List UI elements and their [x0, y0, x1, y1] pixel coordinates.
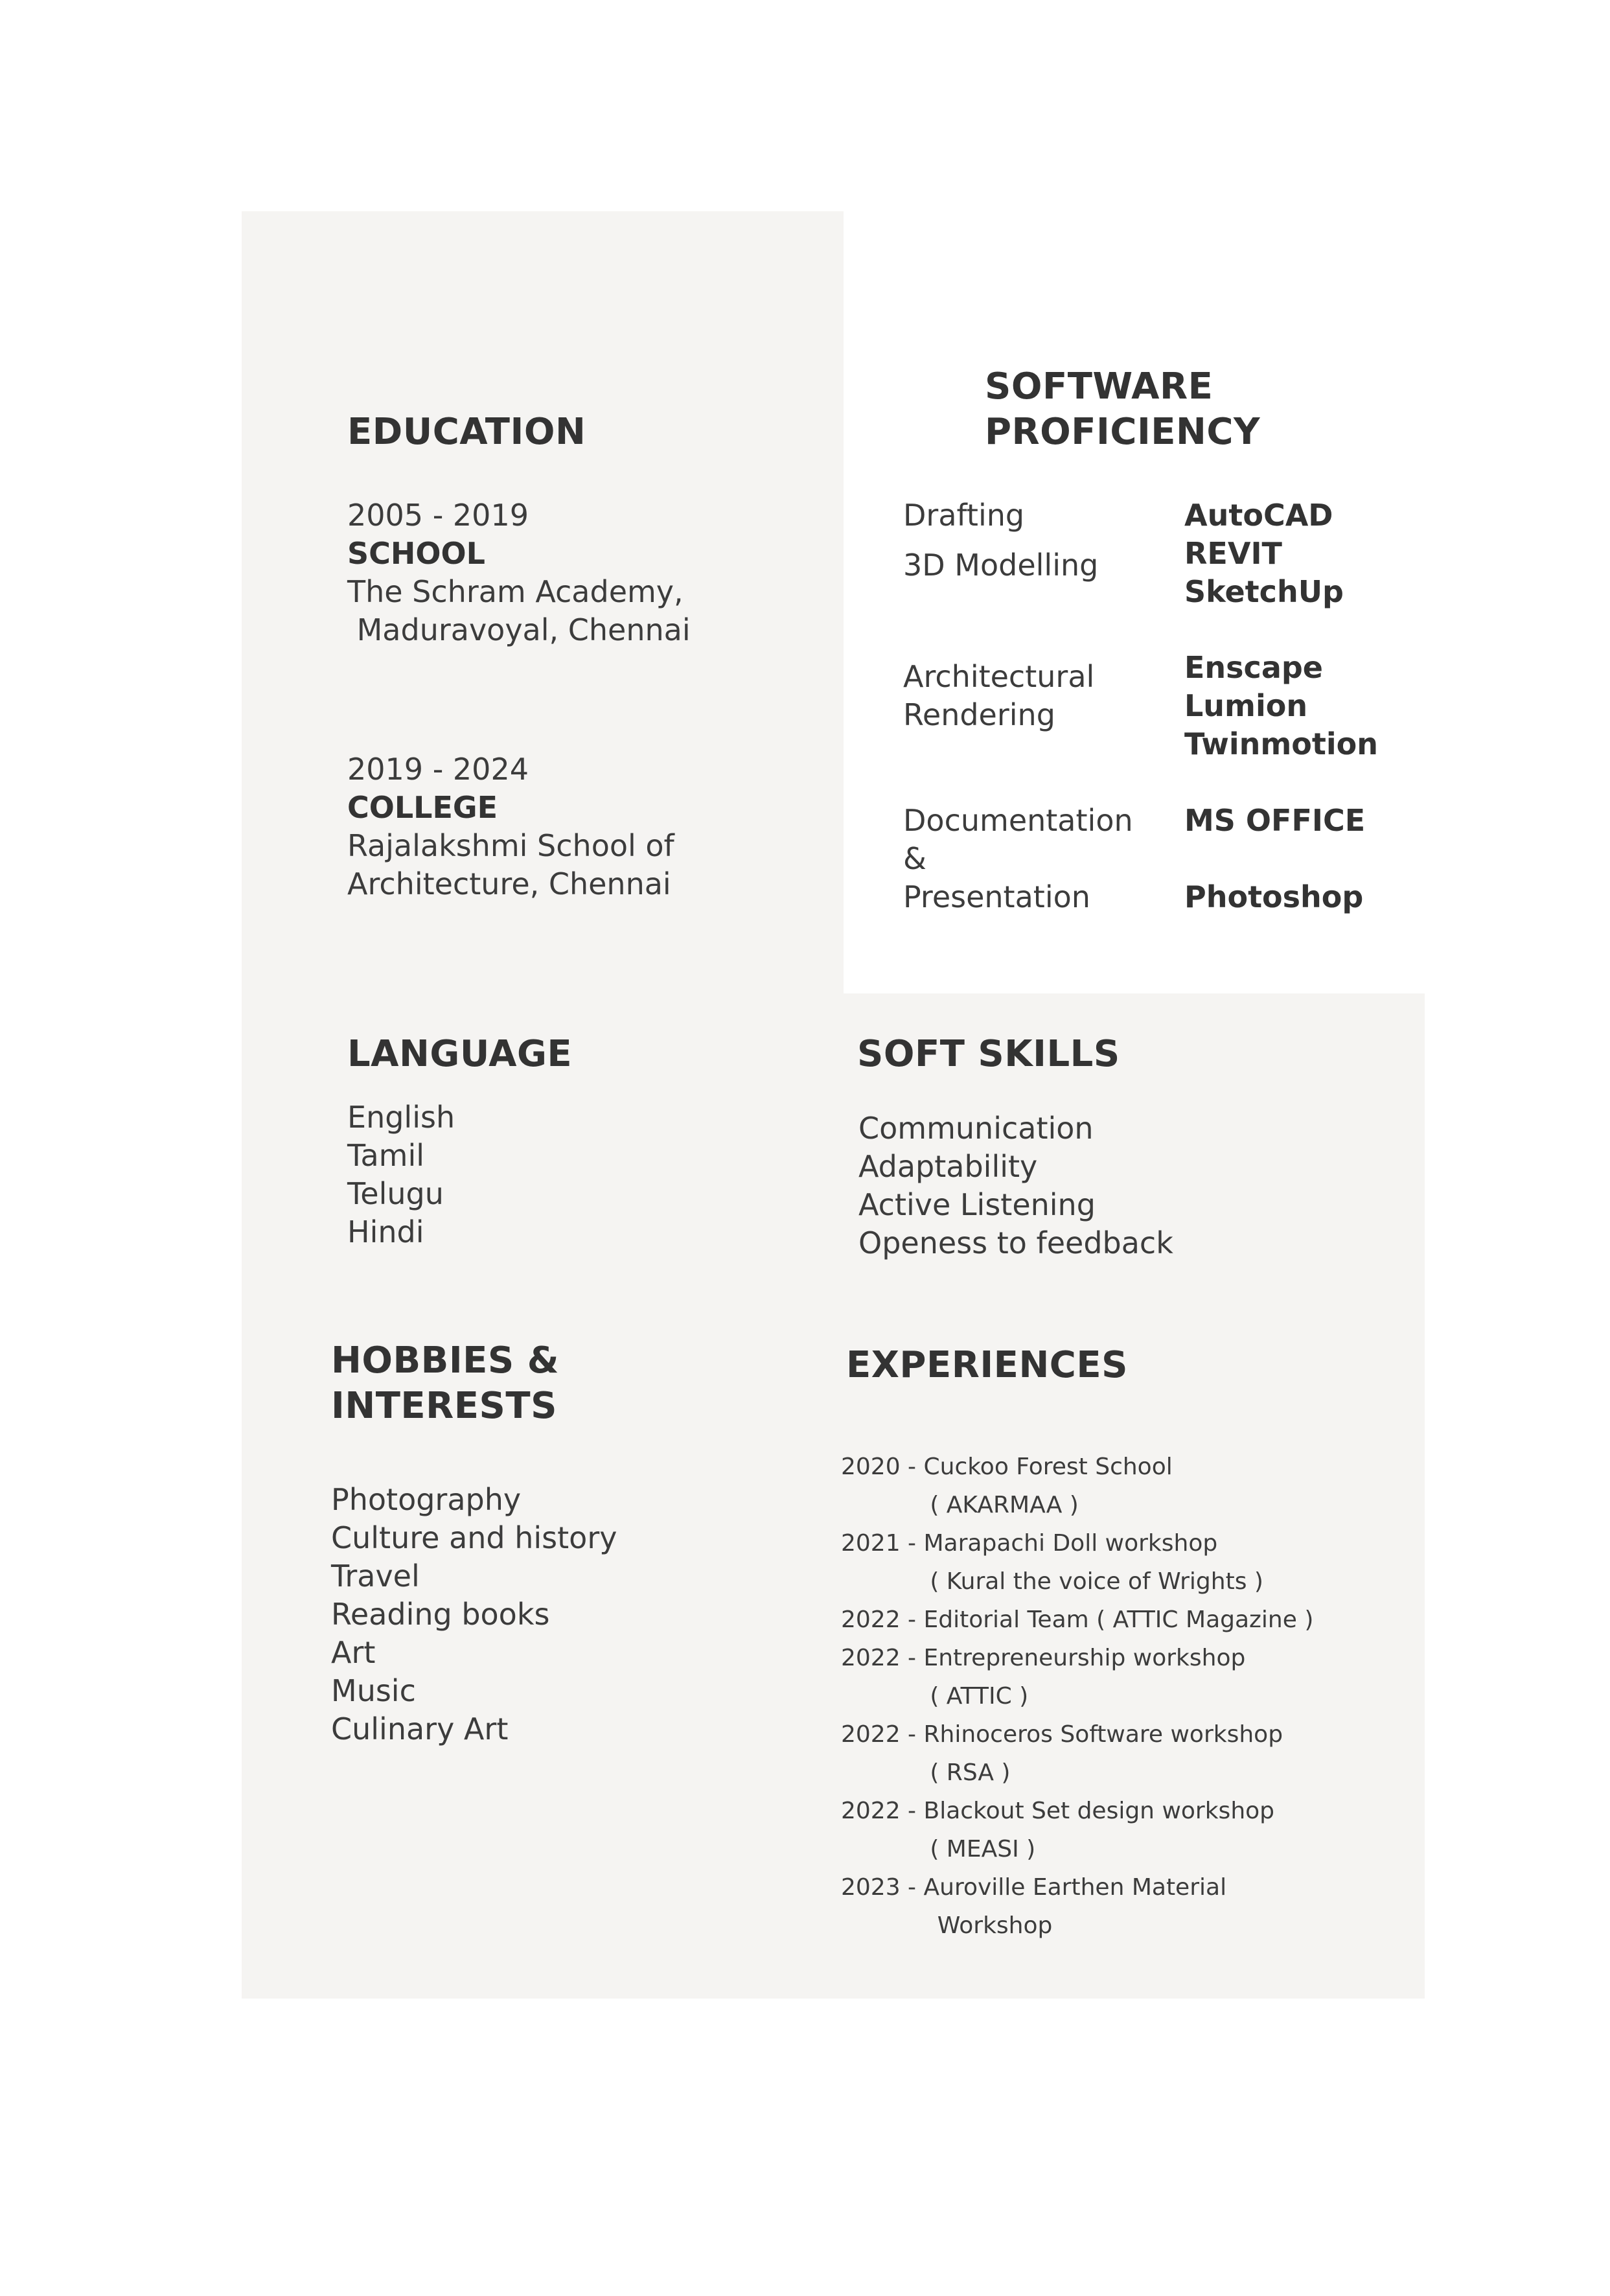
software-label-drafting: Drafting	[903, 498, 1025, 533]
software-proficiency-heading	[985, 364, 1260, 455]
experience-line: ( Kural the voice of Wrights )	[841, 1568, 1263, 1595]
software-tools-drafting-modelling	[1184, 496, 1344, 611]
hobby-item: Culinary Art	[331, 1711, 509, 1746]
hobbies-list	[331, 1481, 617, 1748]
hobbies-heading-line2: INTERESTS	[331, 1385, 557, 1427]
software-label-rendering	[903, 658, 1094, 734]
language-item: English	[347, 1100, 455, 1135]
documentation-label-line3: Presentation	[903, 879, 1090, 914]
experience-line: 2021 - Marapachi Doll workshop	[841, 1530, 1218, 1557]
soft-skill-item: Adaptability	[858, 1149, 1038, 1184]
soft-skill-item: Communication	[858, 1111, 1094, 1146]
software-label-documentation	[903, 802, 1133, 916]
software-tools-rendering	[1184, 649, 1378, 763]
experience-line: ( RSA )	[841, 1759, 1011, 1786]
experience-line: ( MEASI )	[841, 1836, 1036, 1862]
tool-revit: REVIT	[1184, 536, 1282, 571]
hobby-item: Music	[331, 1673, 416, 1708]
school-institution-line2: Maduravoyal, Chennai	[347, 612, 691, 647]
college-institution-line1: Rajalakshmi School of	[347, 828, 674, 863]
experience-line: 2023 - Auroville Earthen Material	[841, 1874, 1227, 1901]
experience-line: 2022 - Rhinoceros Software workshop	[841, 1721, 1283, 1748]
tool-autocad: AutoCAD	[1184, 498, 1333, 533]
rendering-label-line1: Architectural	[903, 659, 1095, 694]
hobby-item: Photography	[331, 1482, 522, 1517]
college-years: 2019 - 2024	[347, 752, 529, 787]
hobbies-heading	[331, 1338, 559, 1429]
experience-line: 2022 - Editorial Team ( ATTIC Magazine )	[841, 1606, 1314, 1633]
experience-line: 2022 - Entrepreneurship workshop	[841, 1645, 1246, 1671]
hobby-item: Reading books	[331, 1597, 550, 1632]
documentation-label-line2: &	[903, 841, 926, 876]
tool-lumion: Lumion	[1184, 688, 1308, 723]
experience-line: Workshop	[841, 1912, 1053, 1939]
hobby-item: Culture and history	[331, 1520, 617, 1555]
tool-msoffice: MS OFFICE	[1184, 803, 1366, 838]
experience-line: 2022 - Blackout Set design workshop	[841, 1798, 1275, 1824]
hobby-item: Art	[331, 1635, 376, 1670]
experience-line: 2020 - Cuckoo Forest School	[841, 1454, 1173, 1480]
school-years: 2005 - 2019	[347, 498, 529, 533]
software-heading-line2: PROFICIENCY	[985, 411, 1261, 453]
tool-sketchup: SketchUp	[1184, 574, 1344, 609]
language-item: Hindi	[347, 1214, 424, 1249]
hobby-item: Travel	[331, 1559, 420, 1594]
language-heading: LANGUAGE	[347, 1033, 573, 1075]
tool-photoshop: Photoshop	[1184, 879, 1364, 914]
school-level: SCHOOL	[347, 536, 485, 571]
hobbies-heading-line1: HOBBIES &	[331, 1339, 560, 1382]
experience-line: ( AKARMAA )	[841, 1492, 1079, 1518]
soft-skills-heading: SOFT SKILLS	[857, 1033, 1120, 1075]
documentation-label-line1: Documentation	[903, 803, 1133, 838]
tool-twinmotion: Twinmotion	[1184, 726, 1378, 761]
experiences-heading: EXPERIENCES	[846, 1344, 1128, 1386]
experiences-list	[841, 1448, 1313, 1945]
education-school-entry	[347, 496, 691, 649]
language-item: Telugu	[347, 1176, 444, 1211]
school-institution-line1: The Schram Academy,	[347, 574, 684, 609]
software-label-modelling: 3D Modelling	[903, 548, 1099, 583]
rendering-label-line2: Rendering	[903, 697, 1055, 732]
language-list	[347, 1098, 455, 1251]
education-college-entry	[347, 750, 674, 903]
soft-skills-list	[858, 1109, 1173, 1262]
tool-enscape: Enscape	[1184, 650, 1323, 685]
soft-skill-item: Openess to feedback	[858, 1225, 1173, 1260]
education-heading: EDUCATION	[347, 411, 586, 453]
experience-line: ( ATTIC )	[841, 1683, 1029, 1710]
soft-skill-item: Active Listening	[858, 1187, 1096, 1222]
language-item: Tamil	[347, 1138, 425, 1173]
software-heading-line1: SOFTWARE	[985, 365, 1213, 408]
college-institution-line2: Architecture, Chennai	[347, 866, 671, 901]
college-level: COLLEGE	[347, 790, 498, 825]
